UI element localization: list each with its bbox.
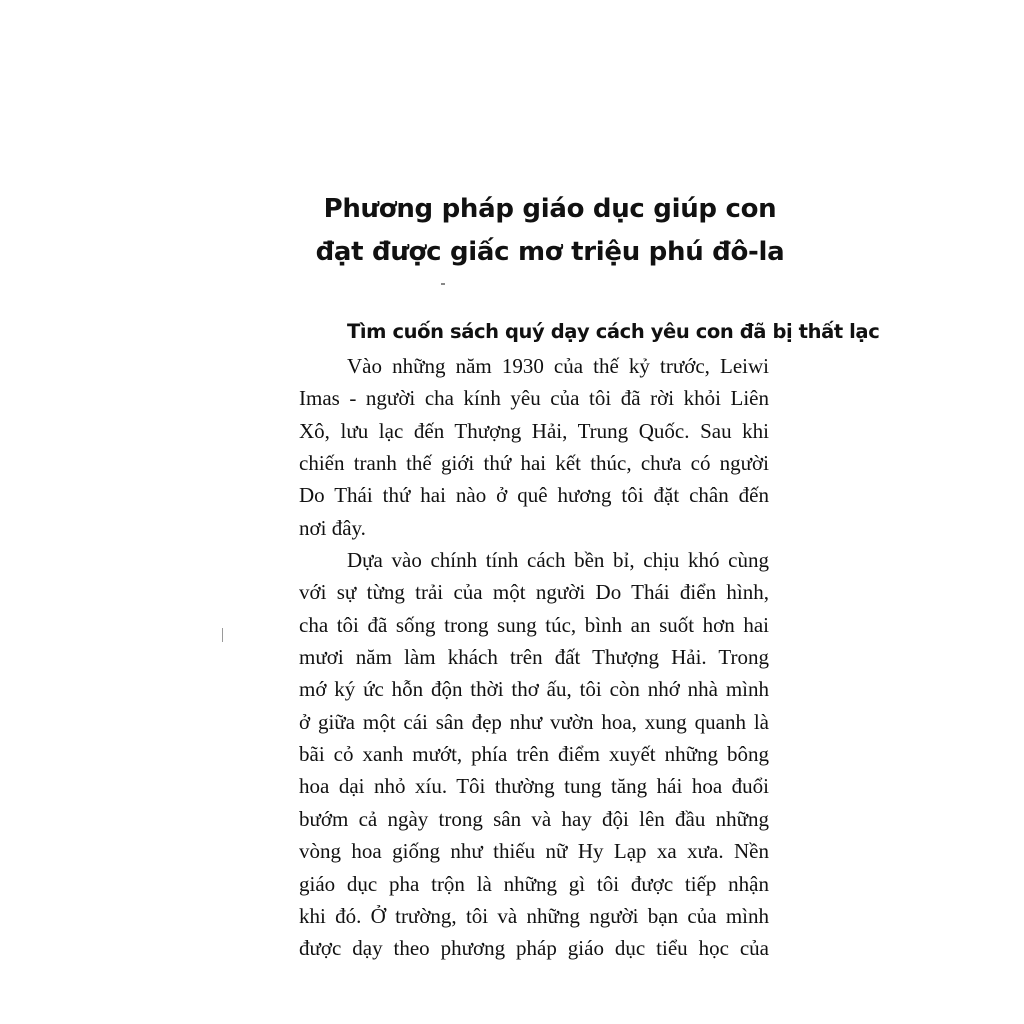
chapter-title-line-1: Phương pháp giáo dục giúp con — [323, 194, 777, 224]
text-line: cha tôi đã sống trong sung túc, bình an suốt hơn hai — [299, 612, 769, 637]
text-line: được dạy theo phương pháp giáo dục tiểu học của — [299, 936, 769, 961]
text-line: mớ ký ức hỗn độn thời thơ ấu, tôi còn nhớ nhà mình — [299, 677, 769, 702]
text-line: Do Thái thứ hai nào ở quê hương tôi đặt chân đến — [299, 483, 769, 508]
text-line: vòng hoa giống như thiếu nữ Hy Lạp xa xưa. Nền — [299, 839, 769, 864]
margin-mark — [222, 628, 223, 642]
text-line: Xô, lưu lạc đến Thượng Hải, Trung Quốc. Sau khi — [299, 418, 769, 443]
text-line: bướm cả ngày trong sân và hay đội lên đầu những — [299, 806, 769, 831]
text-line: Dựa vào chính tính cách bền bỉ, chịu khó cùng — [347, 548, 769, 573]
text-line: giáo dục pha trộn là những gì tôi được tiếp nhận — [299, 871, 769, 896]
chapter-title-line-2: đạt được giấc mơ triệu phú đô-la — [315, 237, 785, 267]
body-text — [299, 350, 769, 965]
text-line: Vào những năm 1930 của thế kỷ trước, Leiwi — [347, 354, 769, 378]
text-line: Imas - người cha kính yêu của tôi đã rời khỏi Liên — [299, 386, 769, 411]
text-line: mươi năm làm khách trên đất Thượng Hải. Trong — [299, 645, 769, 670]
text-line: với sự từng trải của một người Do Thái điển hình, — [299, 580, 769, 605]
ornament-dot — [441, 283, 445, 285]
section-title: Tìm cuốn sách quý dạy cách yêu con đã bị thất lạc — [347, 320, 880, 343]
text-line: nơi đây. — [299, 515, 366, 540]
chapter-title — [290, 188, 810, 274]
text-line: hoa dại nhỏ xíu. Tôi thường tung tăng hái hoa đuổi — [299, 774, 769, 799]
text-line: ở giữa một cái sân đẹp như vườn hoa, xung quanh là — [299, 709, 769, 734]
text-line: bãi cỏ xanh mướt, phía trên điểm xuyết những bông — [299, 742, 769, 767]
text-line: khi đó. Ở trường, tôi và những người bạn của mình — [299, 903, 769, 928]
text-line: chiến tranh thế giới thứ hai kết thúc, chưa có người — [299, 451, 769, 476]
